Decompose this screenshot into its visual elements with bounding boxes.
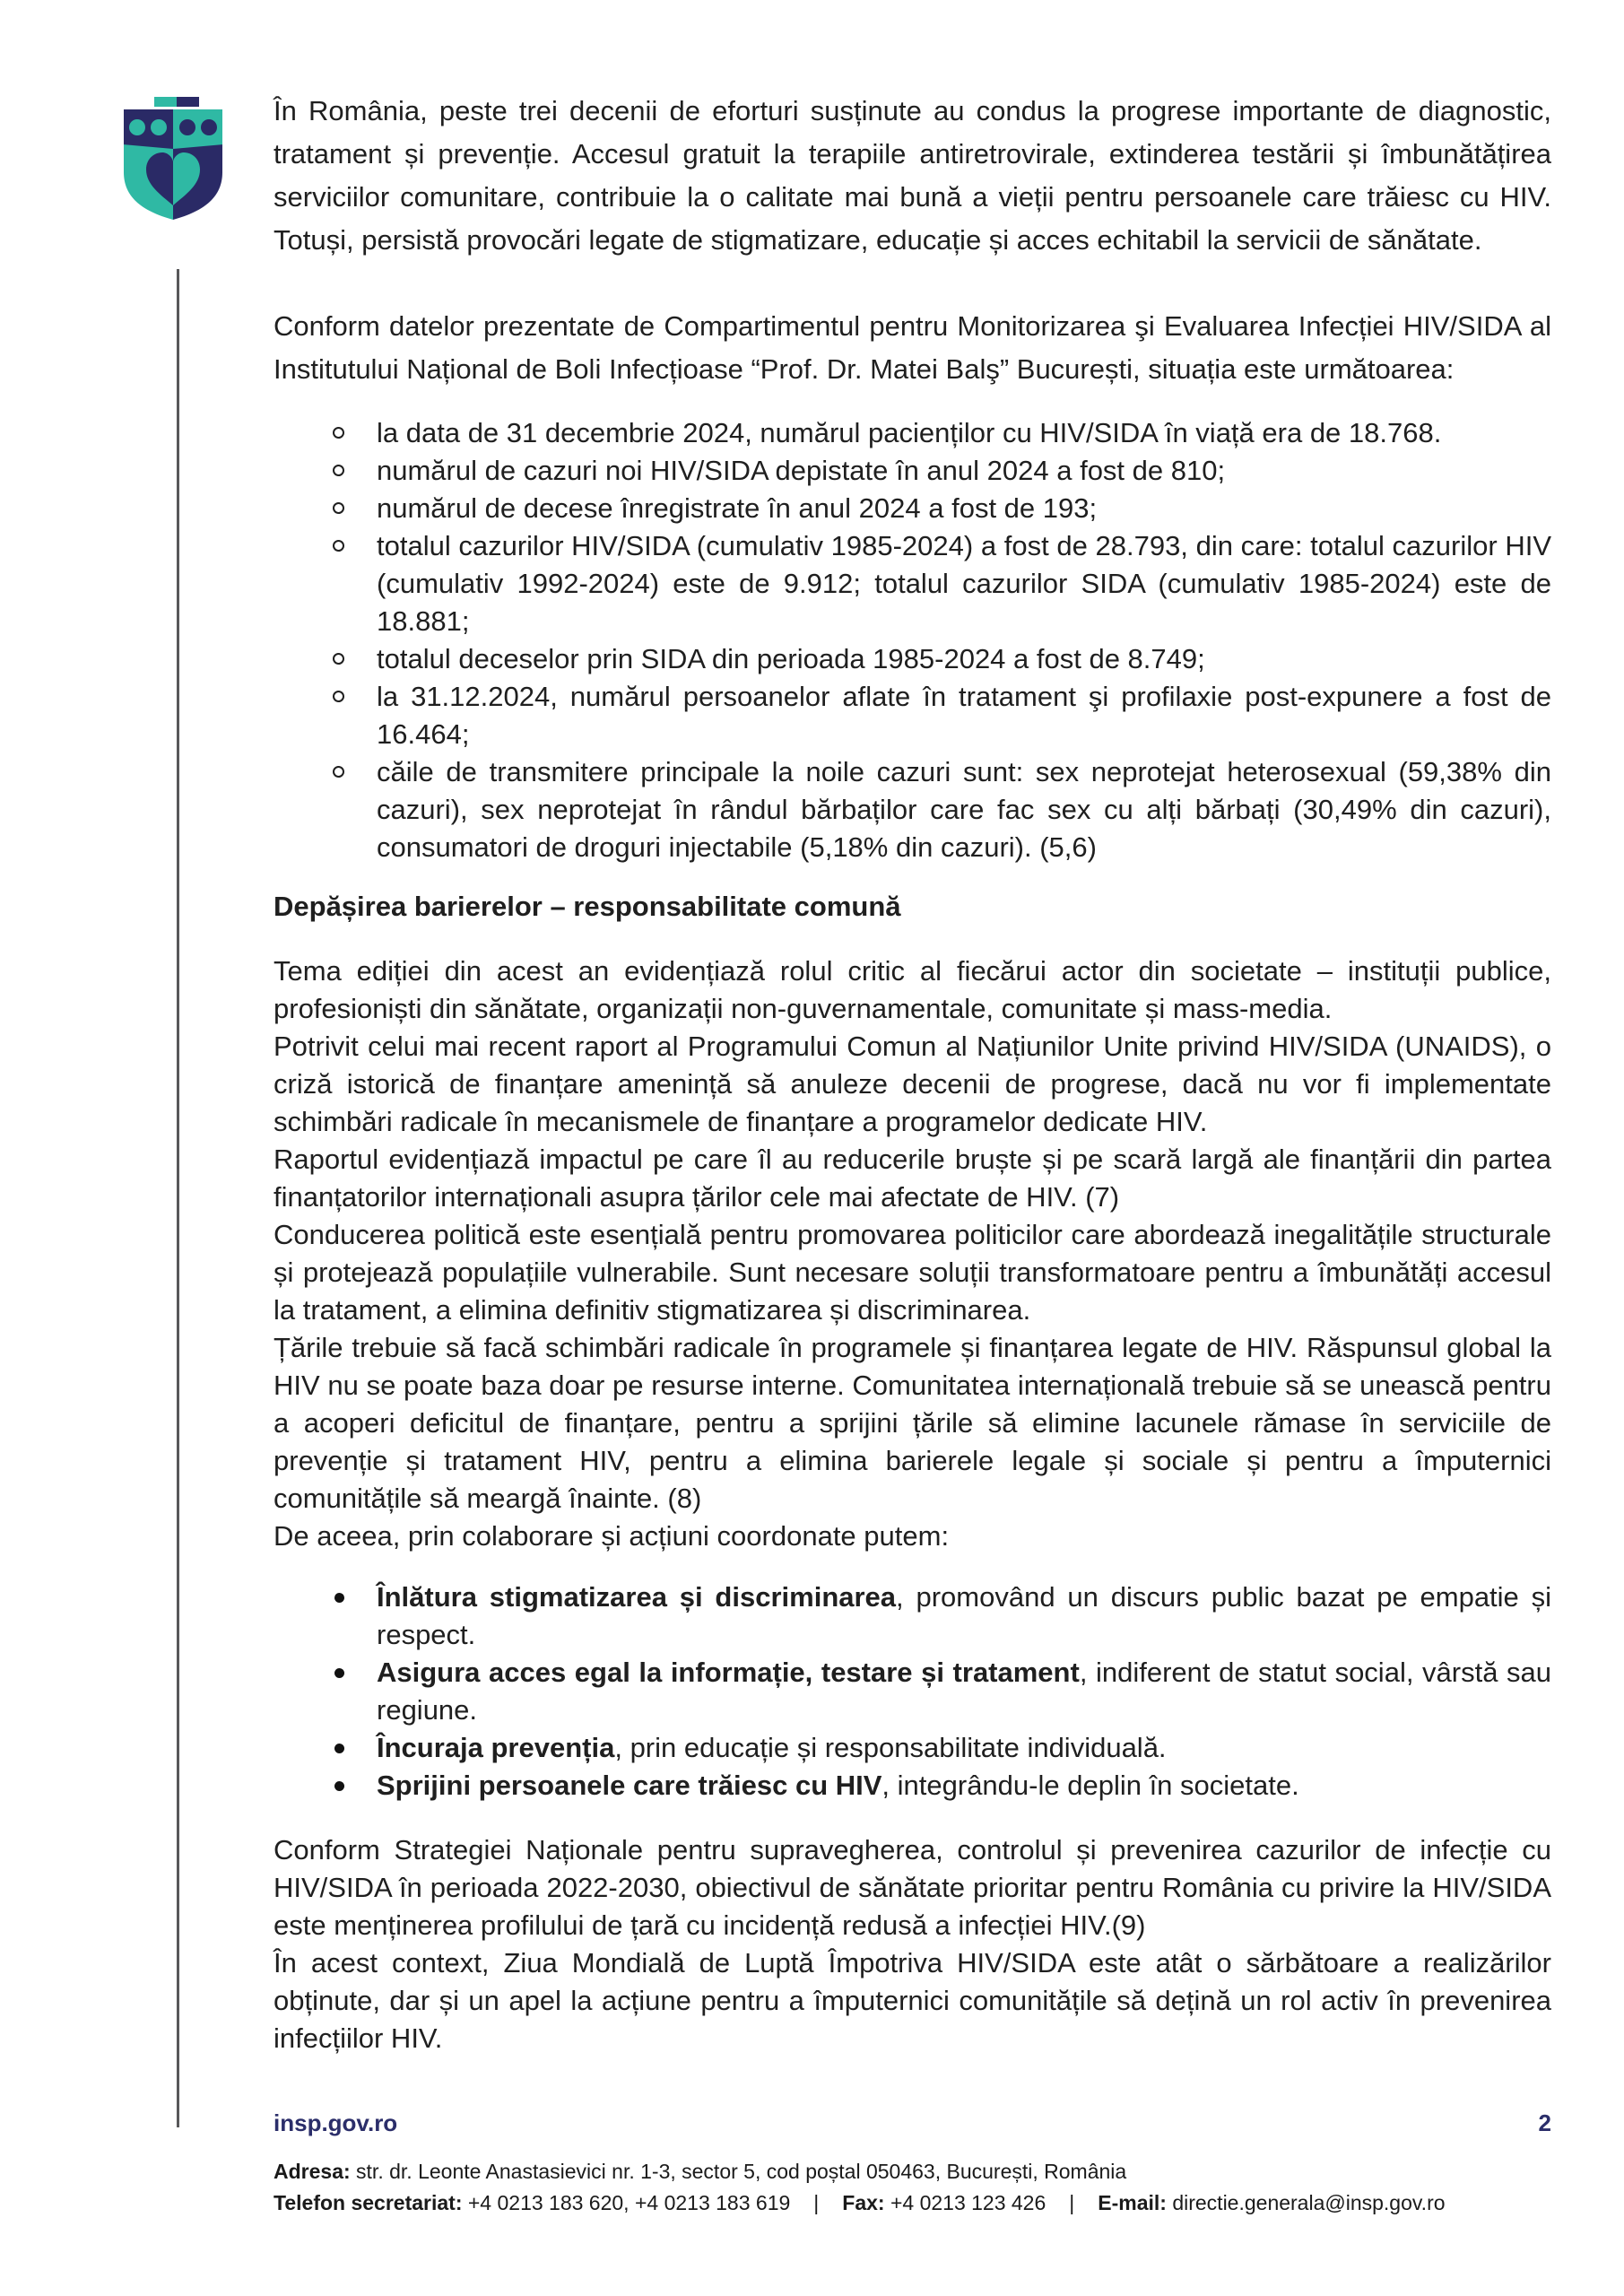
circle-bullet-icon [333,540,344,552]
list-item [274,1767,1551,1805]
circle-bullet-icon [333,653,344,665]
paragraph: Tema ediției din acest an evidențiază rolul critic al fiecărui actor din societate – instituții publice, profesioniști din sănătate, organizații non-guvernamentale, comunitate și mass-media. [274,955,1551,1024]
call-to-action-intro: De aceea, prin colaborare și acțiuni coordonate putem: [274,1520,950,1552]
separator: | [1069,2191,1075,2214]
list-item [274,452,1551,490]
list-item [274,1654,1551,1729]
footer-address-line [274,2156,1583,2187]
bullet-icon [334,1744,344,1753]
closing-paragraphs [274,1831,1551,2057]
fax-label: Fax: [842,2191,885,2214]
action-rest: , prin educație și responsabilitate individuală. [614,1732,1167,1763]
actions-list [274,1578,1551,1805]
website-link[interactable]: insp.gov.ro [274,2109,398,2136]
action-bold: Înlătura stigmatizarea și discriminarea [377,1581,897,1613]
footer-contact-block [274,2156,1583,2219]
shield-icon [122,95,224,221]
phone-value: +4 0213 183 620, +4 0213 183 619 [462,2191,791,2214]
list-item [274,527,1551,640]
address-label: Adresa: [274,2160,351,2183]
action-bold: Încuraja prevenția [377,1732,615,1763]
phone-label: Telefon secretariat: [274,2191,463,2214]
intro-paragraph: În România, peste trei decenii de eforturi susținute au condus la progrese importante de diagnostic, tratament și prevenție. Accesul gratuit la terapiile antiretrovirale, extinderea testării și îmbunătățirea serviciilor comunitare, contribuie la o calitate mai bună a vieții pentru persoanele care trăiesc cu HIV. Totuși, persistă provocări legate de stigmatizare, educație și acces echitabil la servicii de sănătate. [274,95,1551,256]
fax-value: +4 0213 123 426 [884,2191,1046,2214]
circle-bullet-icon [333,691,344,702]
circle-bullet-icon [333,766,344,778]
action-rest: , promovând un discurs public bazat pe empatie și respect. [377,1581,1552,1650]
paragraph: În acest context, Ziua Mondială de Luptă Împotriva HIV/SIDA este atât o sărbătoare a realizărilor obținute, dar și un apel la acțiune pentru a împuternici comunitățile să dețină un rol activ în prevenirea infecțiilor HIV. [274,1947,1551,2054]
paragraph: Conform Strategiei Naționale pentru supravegherea, controlul și prevenirea cazurilor de infecție cu HIV/SIDA în perioada 2022-2030, obiectivul de sănătate prioritar pentru România cu privire la HIV/SIDA este menținerea profilului de țară cu incidență redusă a infecției HIV.(9) [274,1834,1551,1941]
paragraph: Raportul evidențiază impactul pe care îl au reducerile bruște și pe scară largă ale finanțării din partea finanțatorilor internaționali asupra țărilor cele mai afectate de HIV. (7) [274,1144,1551,1213]
list-item [274,753,1551,866]
revision-change-bar [177,269,179,2127]
list-item-text: căile de transmitere principale la noile cazuri sunt: sex neprotejat heterosexual (59,38% din cazuri), sex neprotejat în rândul bărbaților care fac sex cu alți bărbați (30,49% din cazuri), consumatori de droguri injectabile (5,18% din cazuri). (5,6) [377,756,1551,863]
list-item [274,490,1551,527]
paragraph: Țările trebuie să facă schimbări radicale în programele și finanțarea legate de HIV. Răspunsul global la HIV nu se poate baza doar pe resurse interne. Comunitatea internațională trebuie să se unească pentru a acoperi deficitul de finanțare, pentru a sprijini țările să elimine lacunele rămase în serviciile de prevenție și tratament HIV, pentru a elimina barierele legale și sociale și pentru a împuternici comunitățile să meargă înainte. (8) [274,1332,1551,1514]
body-paragraphs [274,952,1551,1555]
list-item-text: totalul cazurilor HIV/SIDA (cumulativ 1985-2024) a fost de 28.793, din care: totalul cazurilor HIV (cumulativ 1992-2024) este de 9.912; totalul cazurilor SIDA (cumulativ 1985-2024) este de 18.881; [377,530,1551,637]
action-bold: Asigura acces egal la informație, testare și tratament [377,1657,1080,1688]
list-item [274,1729,1551,1767]
circle-bullet-icon [333,465,344,476]
email-label: E-mail: [1098,2191,1167,2214]
insp-shield-logo [122,95,224,221]
footer-phone-line [274,2187,1583,2219]
list-item-text: la 31.12.2024, numărul persoanelor aflate în tratament şi profilaxie post-expunere a fost de 16.464; [377,681,1551,750]
paragraph: Conducerea politică este esențială pentru promovarea politicilor care abordează inegalitățile structurale și protejează populațiile vulnerabile. Sunt necesare soluții transformatoare pentru a îmbunătăți accesul la tratament, a elimina definitiv stigmatizarea și discriminarea. [274,1219,1551,1326]
hiv-statistics-list [274,414,1551,866]
email-value: directie.generala@insp.gov.ro [1166,2191,1446,2214]
bullet-icon [334,1593,344,1603]
list-item [274,414,1551,452]
list-item [274,678,1551,753]
circle-bullet-icon [333,427,344,439]
list-item [274,1578,1551,1654]
separator: | [813,2191,820,2214]
list-item-text: totalul deceselor prin SIDA din perioada 1985-2024 a fost de 8.749; [377,643,1205,674]
action-bold: Sprijini persoanele care trăiesc cu HIV [377,1770,882,1801]
list-item-text: la data de 31 decembrie 2024, numărul pacienților cu HIV/SIDA în viață era de 18.768. [377,417,1442,448]
conform-paragraph: Conform datelor prezentate de Compartimentul pentru Monitorizarea şi Evaluarea Infecției HIV/SIDA al Institutului Național de Boli Infecțioase “Prof. Dr. Matei Balş” București, situația este următoarea: [274,310,1551,385]
section-heading: Depășirea barierelor – responsabilitate comună [274,891,901,922]
list-item-text: numărul de cazuri noi HIV/SIDA depistate în anul 2024 a fost de 810; [377,455,1226,486]
list-item-text: numărul de decese înregistrate în anul 2024 a fost de 193; [377,492,1098,524]
bullet-icon [334,1668,344,1678]
circle-bullet-icon [333,502,344,514]
bullet-icon [334,1781,344,1791]
action-rest: , indiferent de statut social, vârstă sau regiune. [377,1657,1551,1726]
address-value: str. dr. Leonte Anastasievici nr. 1-3, sector 5, cod poștal 050463, București, România [350,2160,1127,2183]
list-item [274,640,1551,678]
paragraph: Potrivit celui mai recent raport al Programului Comun al Națiunilor Unite privind HIV/SIDA (UNAIDS), o criză istorică de finanțare amenință să anuleze decenii de progrese, dacă nu vor fi implementate schimbări radicale în mecanismele de finanțare a programelor dedicate HIV. [274,1031,1551,1137]
page-number: 2 [1538,2109,1551,2136]
action-rest: , integrându-le deplin în societate. [881,1770,1299,1801]
footer-site-row [274,2109,1551,2137]
document-content [274,0,1551,2057]
